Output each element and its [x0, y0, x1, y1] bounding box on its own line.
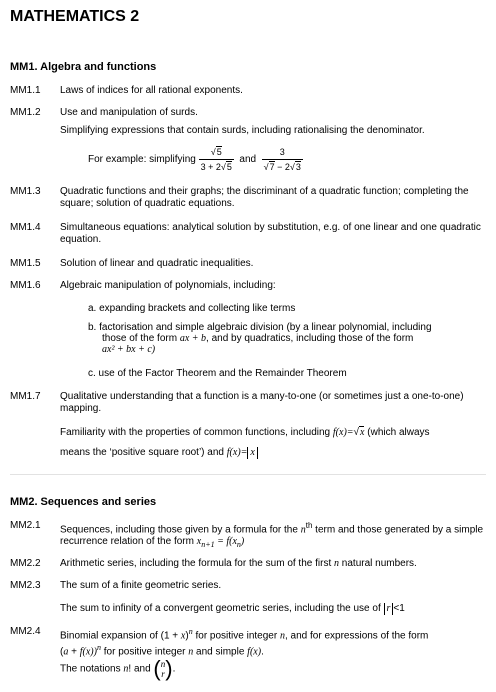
- and-word: and: [239, 154, 257, 166]
- item-text: Sequences, including those given by a formula for the $n^{th}$ term and those generated by a simple recurrence relation of the form $x_{n+1} = f(x_n)$: [60, 521, 484, 550]
- list-item-b: b. factorisation and simple algebraic division (by a linear polynomial, including those of the form ax + b, and by quadratics, including those of the form ax² + bx + c): [88, 322, 432, 355]
- page-title: MATHEMATICS 2: [10, 8, 140, 25]
- binomial-paren-right: ): [165, 656, 173, 681]
- surd-fraction-2: $\frac{3}{√7 - 2√3}$: [263, 147, 301, 172]
- item-text: Quadratic functions and their graphs; the discriminant of a quadratic function; completing the square; solution of quadratic equations.: [60, 186, 469, 209]
- section-heading-mm1: MM1. Algebra and functions: [10, 61, 157, 73]
- surd-fraction-1: $\frac{√5}{3 + 2√5}$: [200, 147, 232, 172]
- item-code: MM1.4: [10, 222, 41, 233]
- item-text: Simultaneous equations: analytical solution by substitution, e.g. of one linear and one quadratic equation.: [60, 222, 481, 245]
- section-heading-mm2: MM2. Sequences and series: [10, 496, 157, 508]
- item-text: Familiarity with the properties of common functions, including f(x)=√x (which always: [60, 427, 430, 438]
- item-code: MM2.2: [10, 558, 41, 569]
- example-label: For example: simplifying: [88, 154, 196, 166]
- item-text: Arithmetic series, including the formula for the sum of the first n natural numbers.: [60, 558, 417, 569]
- binomial-coefficient: n r: [160, 659, 166, 679]
- item-text: Use and manipulation of surds.: [60, 107, 198, 118]
- item-text: Simplifying expressions that contain surds, including rationalising the denominator.: [60, 125, 425, 136]
- item-text: The sum to infinity of a convergent geometric series, including the use of r <1: [60, 603, 405, 614]
- item-code: MM1.7: [10, 391, 41, 402]
- item-text: Qualitative understanding that a function is a many-to-one (or sometimes just a one-to-one) mapping.: [60, 391, 464, 414]
- item-code: MM1.1: [10, 85, 41, 96]
- list-item-a: a. expanding brackets and collecting like terms: [88, 303, 296, 314]
- item-text: The sum of a finite geometric series.: [60, 580, 222, 591]
- item-code: MM2.1: [10, 520, 41, 531]
- item-text: Solution of linear and quadratic inequalities.: [60, 258, 254, 269]
- item-text: Binomial expansion of $(1 + x)^n$ for positive integer n, and for expressions of the form $(a + f(x))^n$ for positive integer n and simple f(x).: [60, 627, 429, 658]
- surd-example: [88, 145, 488, 174]
- item-code: MM2.3: [10, 580, 41, 591]
- item-text: Laws of indices for all rational exponents.: [60, 85, 243, 96]
- binomial-paren-left: (: [153, 656, 161, 681]
- item-code: MM2.4: [10, 626, 41, 637]
- item-text: The notations n! and ( n r ).: [60, 656, 176, 681]
- item-code: MM1.2: [10, 107, 41, 118]
- section-divider: [10, 474, 486, 475]
- list-item-c: c. use of the Factor Theorem and the Remainder Theorem: [88, 368, 347, 379]
- item-text: means the ‘positive square root’) and f(x)= x: [60, 446, 492, 460]
- item-code: MM1.6: [10, 280, 41, 291]
- item-code: MM1.3: [10, 186, 41, 197]
- item-text: Algebraic manipulation of polynomials, including:: [60, 280, 276, 291]
- item-code: MM1.5: [10, 258, 41, 269]
